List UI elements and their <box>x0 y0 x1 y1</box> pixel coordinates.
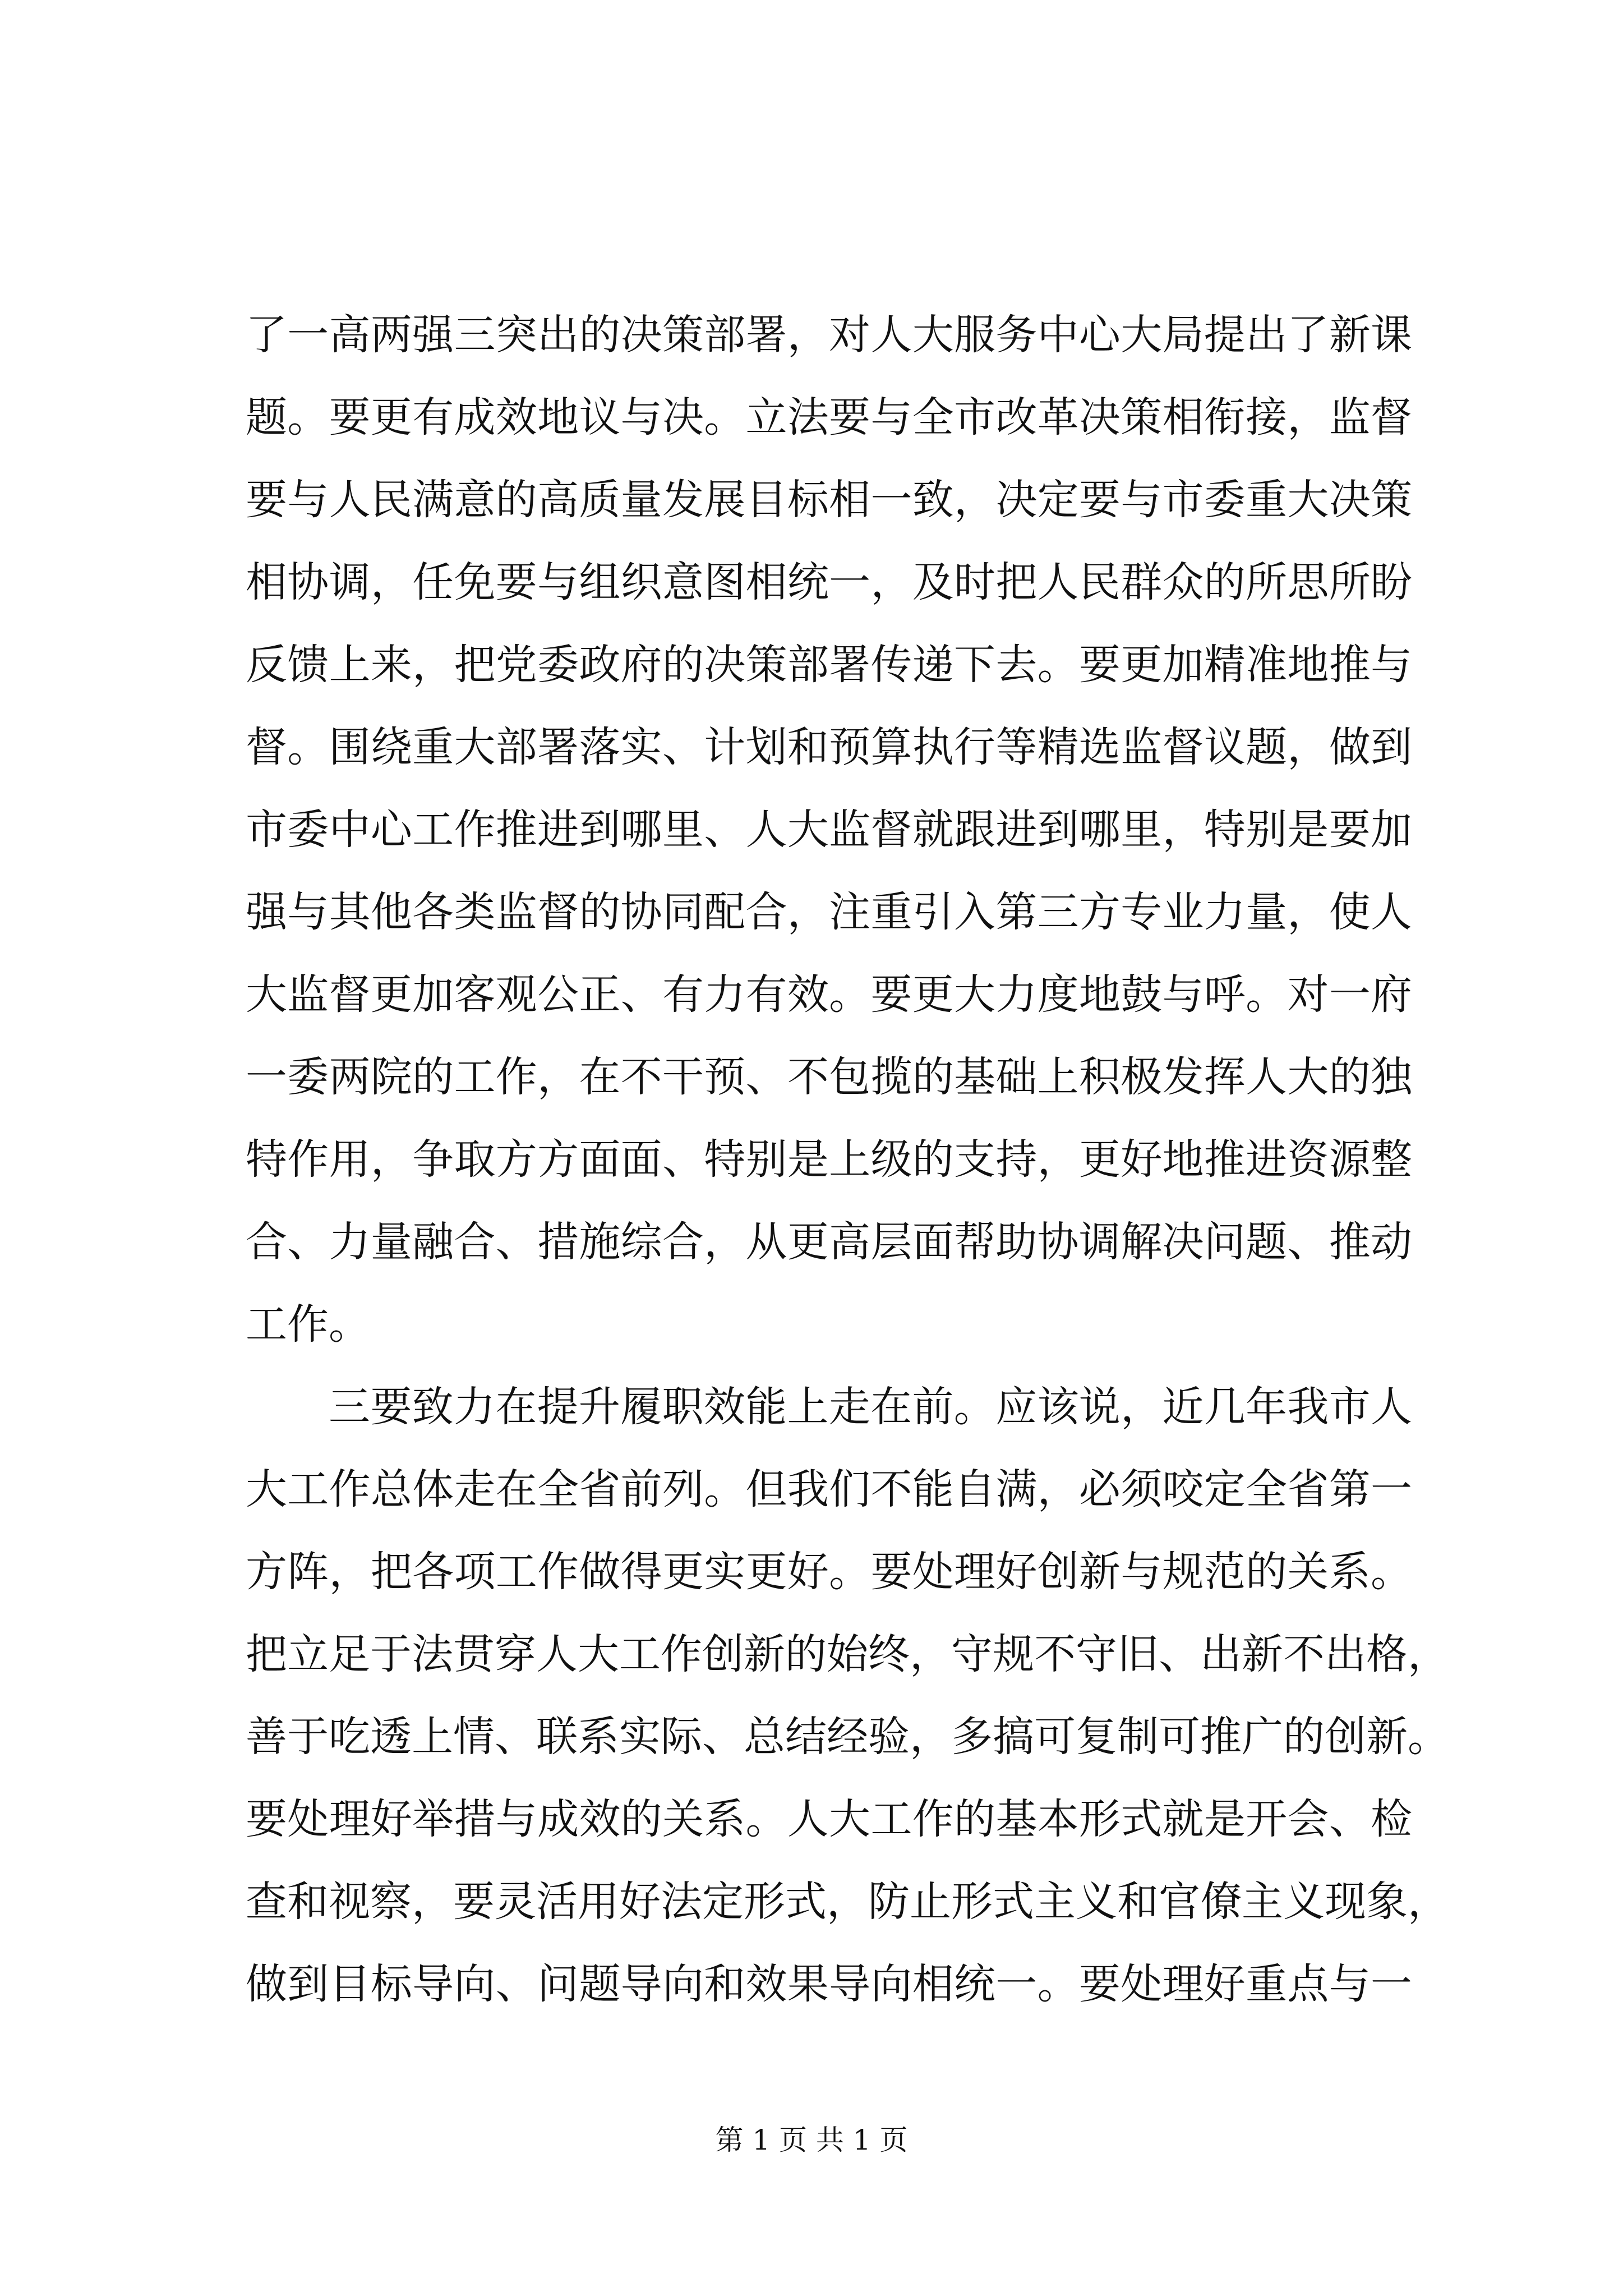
paragraph-1-line-3: 要与人民满意的高质量发展目标相一致，决定要与市委重大决策 <box>246 476 1412 524</box>
paragraph-1-line-12: 合、力量融合、措施综合，从更高层面帮助协调解决问题、推动 <box>246 1218 1412 1266</box>
paragraph-1-line-9: 大监督更加客观公正、有力有效。要更大力度地鼓与呼。对一府 <box>246 970 1412 1019</box>
paragraph-1-line-10: 一委两院的工作，在不干预、不包揽的基础上积极发挥人大的独 <box>246 1053 1412 1101</box>
paragraph-2-line-8: 做到目标导向、问题导向和效果导向相统一。要处理好重点与一 <box>246 1960 1412 2008</box>
paragraph-2-line-2: 大工作总体走在全省前列。但我们不能自满，必须咬定全省第一 <box>246 1465 1412 1513</box>
page-number-label: 第 1 页 共 1 页 <box>715 2124 908 2156</box>
paragraph-1-line-4: 相协调，任免要与组织意图相统一，及时把人民群众的所思所盼 <box>246 558 1412 606</box>
paragraph-1-line-8: 强与其他各类监督的协同配合，注重引入第三方专业力量，使人 <box>246 888 1412 936</box>
paragraph-1-line-7: 市委中心工作推进到哪里、人大监督就跟进到哪里，特别是要加 <box>246 806 1412 854</box>
paragraph-2-line-3: 方阵，把各项工作做得更实更好。要处理好创新与规范的关系。 <box>246 1548 1412 1596</box>
paragraph-2-line-4: 把立足于法贯穿人大工作创新的始终，守规不守旧、出新不出格， <box>246 1630 1449 1678</box>
paragraph-1-line-11: 特作用，争取方方面面、特别是上级的支持，更好地推进资源整 <box>246 1135 1412 1184</box>
body-text <box>246 294 1449 2026</box>
paragraph-1-line-2: 题。要更有成效地议与决。立法要与全市改革决策相衔接，监督 <box>246 393 1412 441</box>
paragraph-1-line-6: 督。围绕重大部署落实、计划和预算执行等精选监督议题，做到 <box>246 723 1412 771</box>
paragraph-2-line-7: 查和视察，要灵活用好法定形式，防止形式主义和官僚主义现象， <box>246 1878 1449 1926</box>
paragraph-1-line-13: 工作。 <box>246 1300 370 1349</box>
paragraph-1-line-5: 反馈上来，把党委政府的决策部署传递下去。要更加精准地推与 <box>246 641 1412 689</box>
paragraph-2-line-1: 三要致力在提升履职效能上走在前。应该说，近几年我市人 <box>329 1383 1412 1431</box>
page-footer <box>0 2118 1623 2158</box>
paragraph-2-line-5: 善于吃透上情、联系实际、总结经验，多搞可复制可推广的创新。 <box>246 1713 1449 1761</box>
paragraph-1-line-1: 了一高两强三突出的决策部署，对人大服务中心大局提出了新课 <box>246 311 1412 359</box>
paragraph-2-line-6: 要处理好举措与成效的关系。人大工作的基本形式就是开会、检 <box>246 1795 1412 1843</box>
